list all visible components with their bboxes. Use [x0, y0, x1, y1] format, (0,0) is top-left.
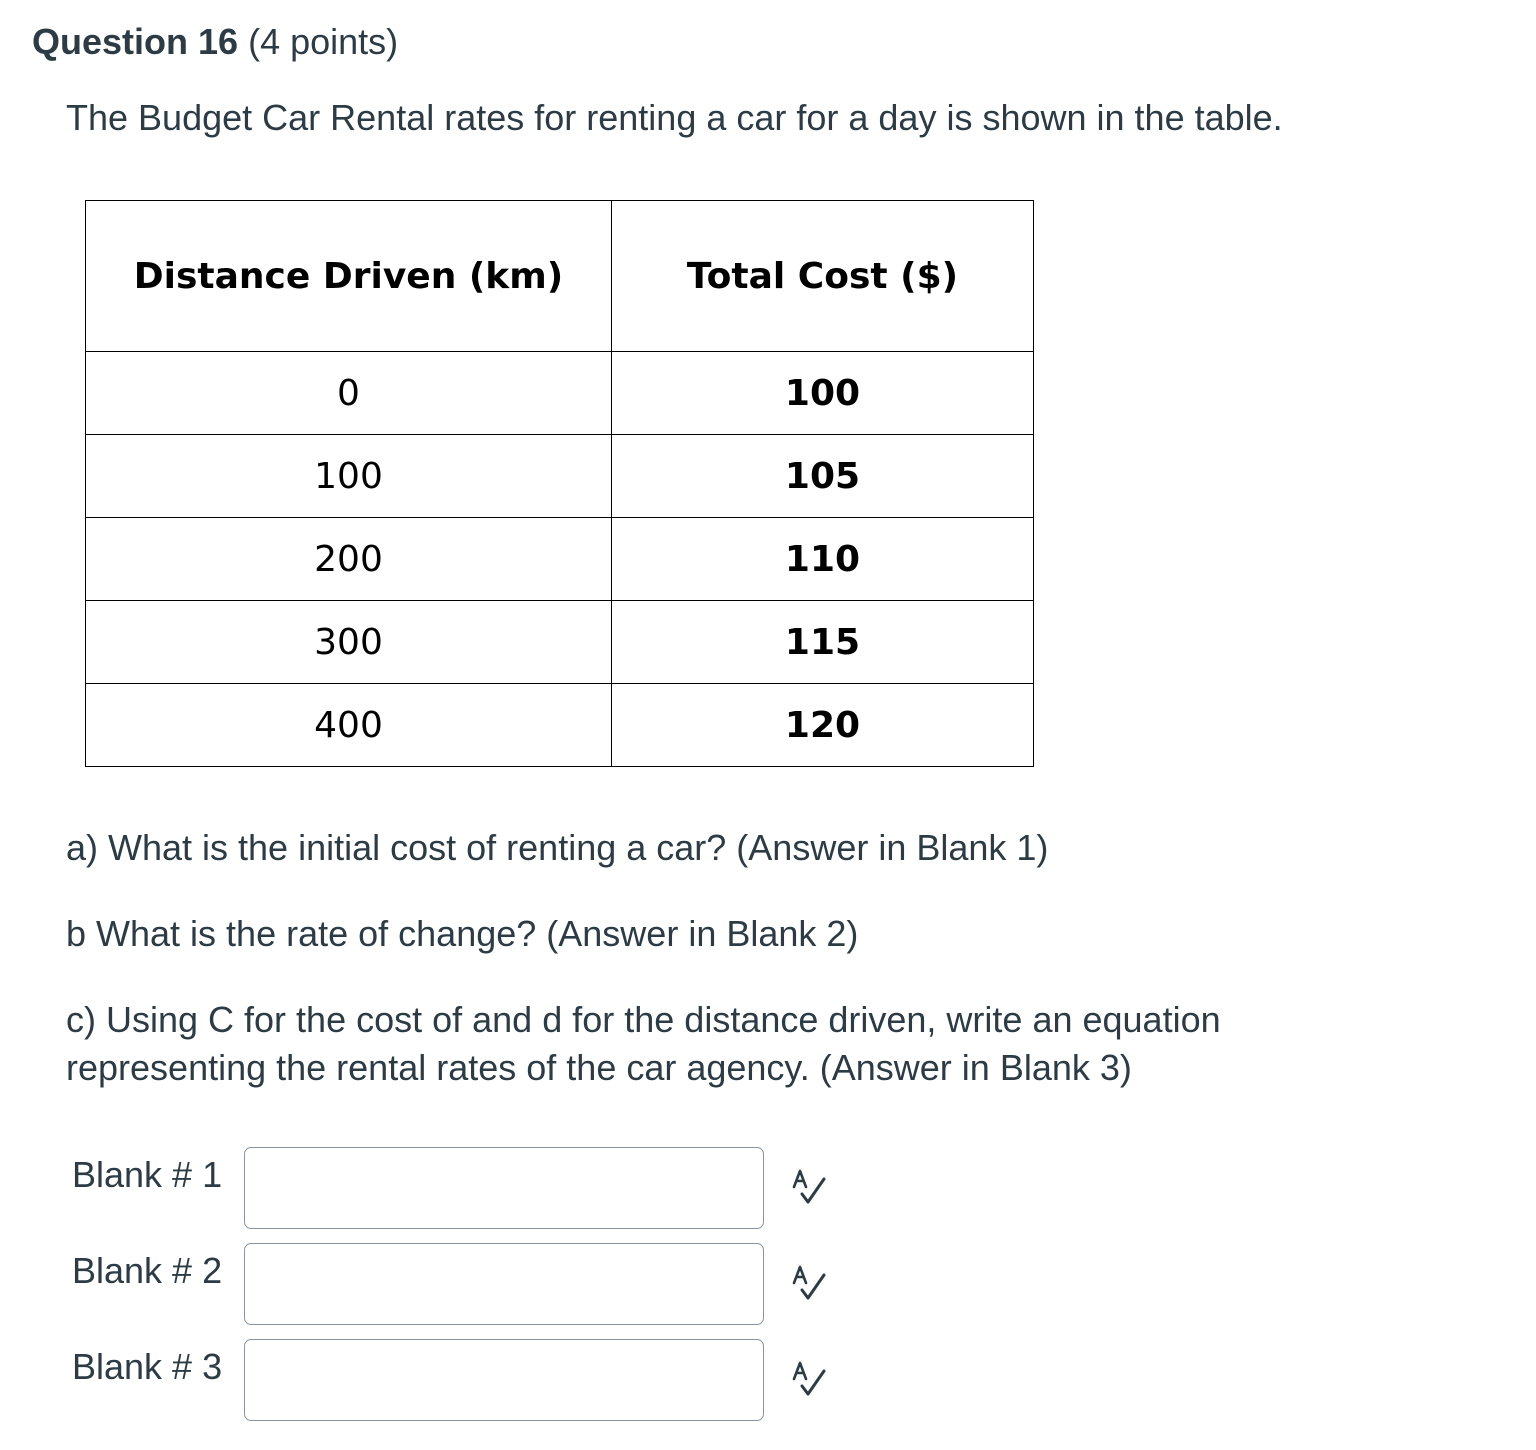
table-row	[86, 601, 1034, 684]
blank-row-2	[72, 1243, 872, 1325]
blank-3-input[interactable]	[244, 1339, 764, 1421]
header-distance: Distance Driven (km)	[86, 201, 612, 352]
cost-cell: 120	[612, 684, 1034, 767]
blank-1-label: Blank # 1	[72, 1154, 223, 1195]
table-row	[86, 684, 1034, 767]
distance-cell: 300	[86, 601, 612, 684]
cost-cell: 105	[612, 435, 1034, 518]
blank-2-label: Blank # 2	[72, 1250, 223, 1291]
blank-2-input[interactable]	[244, 1243, 764, 1325]
table-row	[86, 435, 1034, 518]
blank-3-label: Blank # 3	[72, 1346, 223, 1387]
spellcheck-icon	[790, 1263, 830, 1303]
table-row	[86, 352, 1034, 435]
part-c-line-1: c) Using C for the cost of and d for the distance driven, write an equation	[66, 999, 1221, 1040]
distance-cell: 0	[86, 352, 612, 435]
question-header	[32, 18, 398, 66]
blank-row-3	[72, 1339, 872, 1421]
cost-cell: 110	[612, 518, 1034, 601]
blank-row-1	[72, 1147, 872, 1229]
distance-cell: 200	[86, 518, 612, 601]
table-row	[86, 518, 1034, 601]
rental-rates-table	[85, 200, 1034, 767]
part-c-question	[66, 996, 1221, 1092]
spellcheck-icon	[790, 1167, 830, 1207]
table-header-row	[86, 201, 1034, 352]
blank-1-input[interactable]	[244, 1147, 764, 1229]
header-cost: Total Cost ($)	[612, 201, 1034, 352]
part-b-question: b What is the rate of change? (Answer in Blank 2)	[66, 913, 859, 954]
cost-cell: 115	[612, 601, 1034, 684]
question-points: (4 points)	[248, 21, 399, 62]
distance-cell: 400	[86, 684, 612, 767]
question-intro: The Budget Car Rental rates for renting a car for a day is shown in the table.	[66, 97, 1283, 138]
distance-cell: 100	[86, 435, 612, 518]
cost-cell: 100	[612, 352, 1034, 435]
part-a-question: a) What is the initial cost of renting a car? (Answer in Blank 1)	[66, 827, 1049, 868]
part-c-line-2: representing the rental rates of the car agency. (Answer in Blank 3)	[66, 1047, 1132, 1088]
question-title: Question 16	[32, 21, 239, 62]
spellcheck-icon	[790, 1359, 830, 1399]
